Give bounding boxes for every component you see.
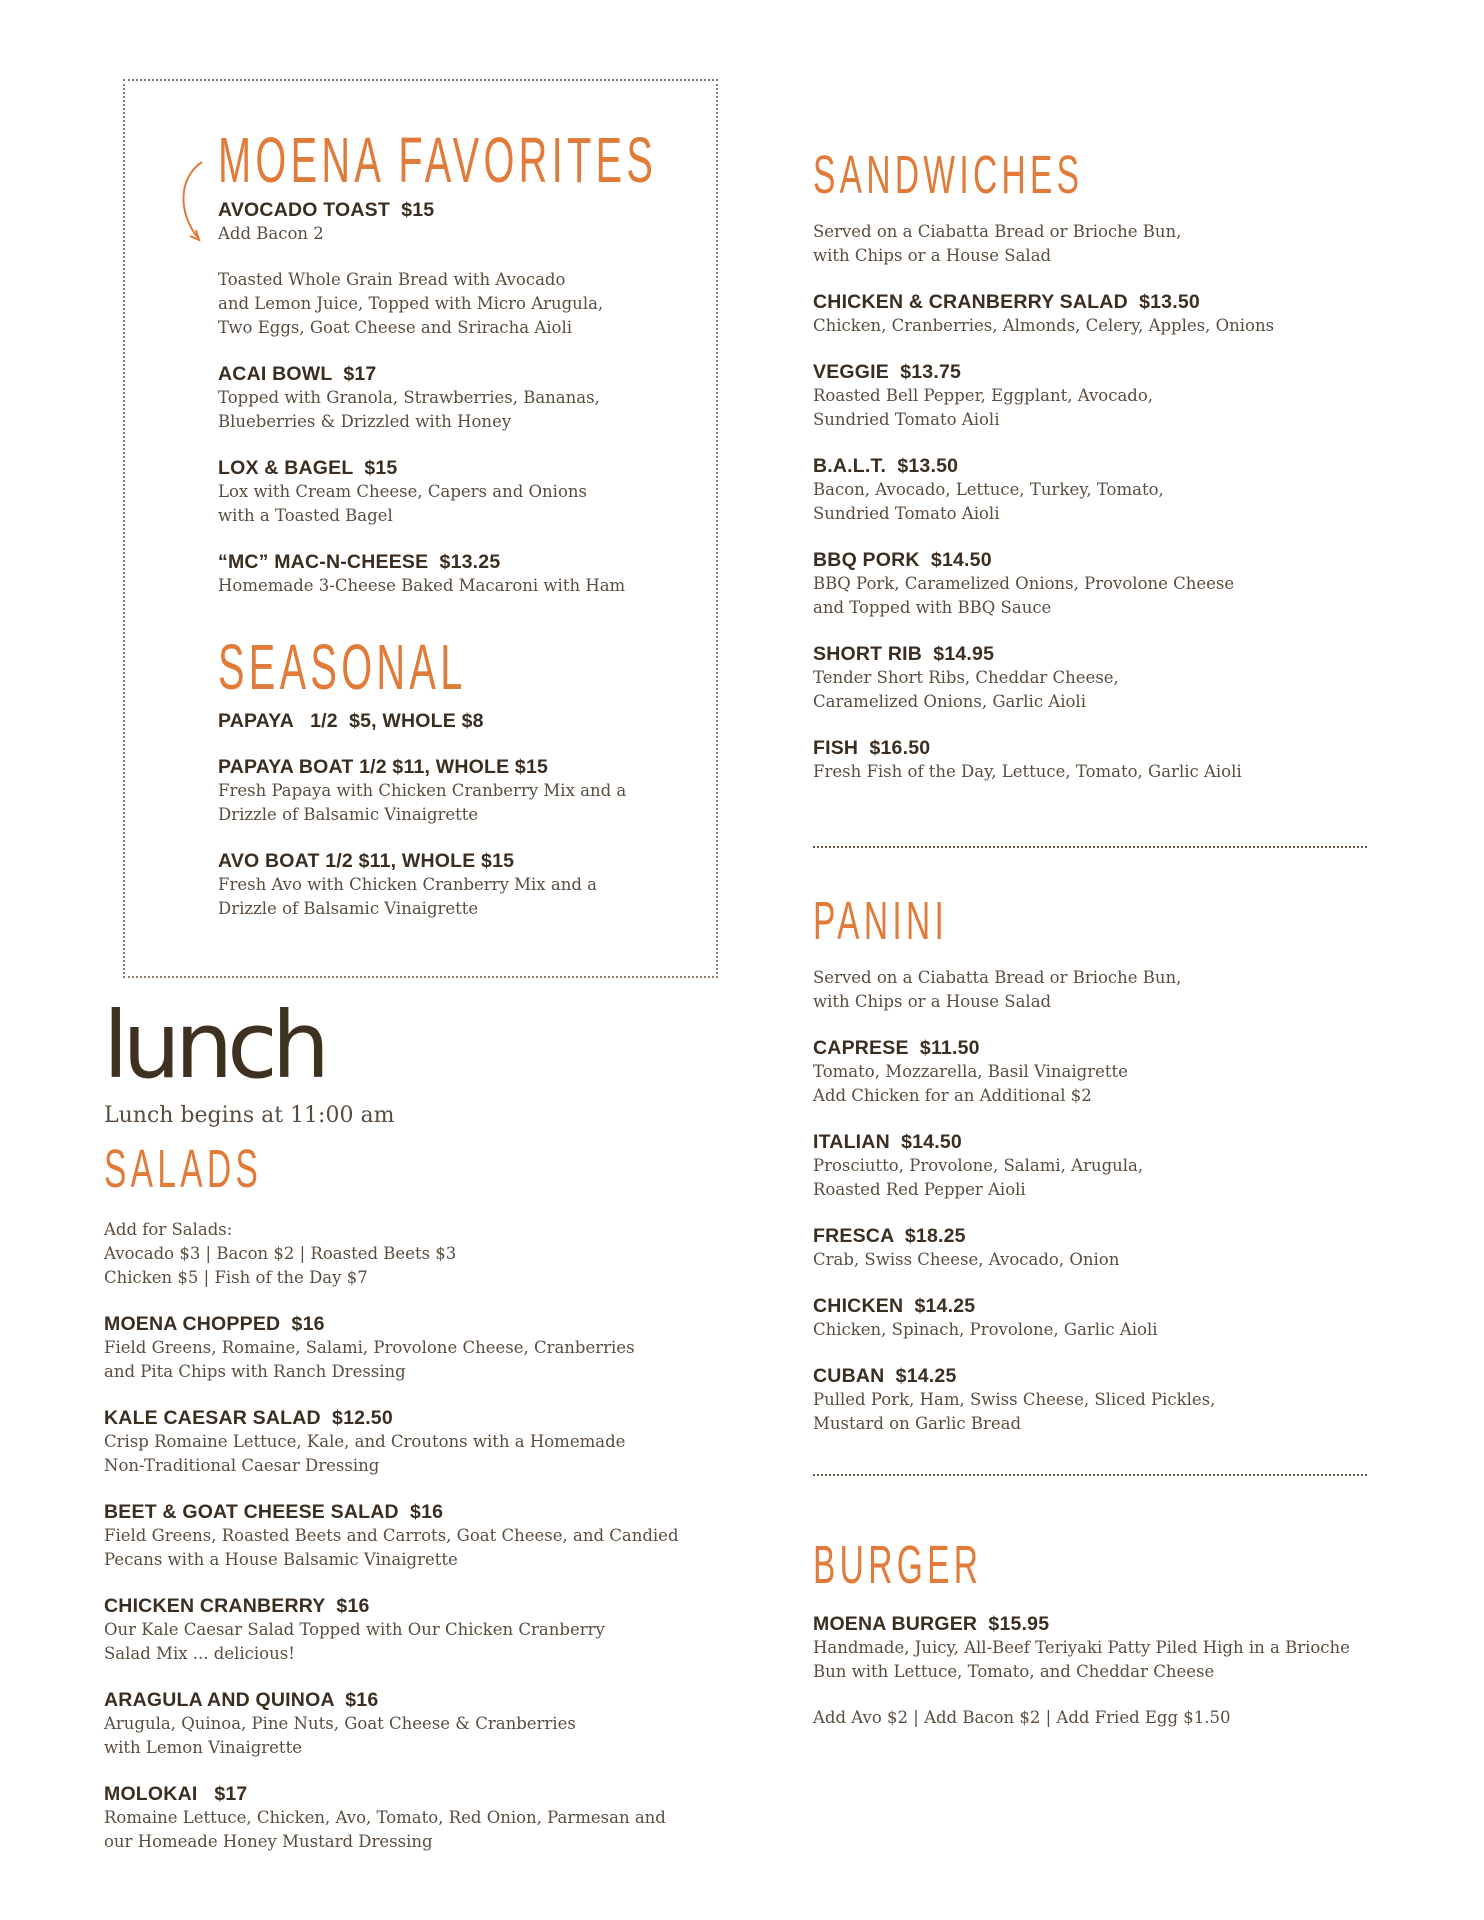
burger-list (813, 1612, 1373, 1684)
menu-item-name: CUBAN $14.25 (813, 1365, 957, 1387)
menu-item (218, 456, 718, 528)
salads-section (104, 1139, 724, 1854)
menu-item (218, 198, 718, 246)
menu-item-name: B.A.L.T. $13.50 (813, 455, 959, 477)
menu-item-description: Field Greens, Roasted Beets and Carrots, Goat Cheese, and Candied Pecans with a House Balsamic Vinaigrette (104, 1526, 679, 1569)
menu-item (813, 454, 1373, 526)
menu-item-name: SHORT RIB $14.95 (813, 643, 995, 665)
menu-item-name: CHICKEN $14.25 (813, 1295, 976, 1317)
menu-item (813, 1612, 1373, 1684)
burger-addons: Add Avo $2 | Add Bacon $2 | Add Fried Egg $1.50 (813, 1708, 1231, 1727)
menu-item-name: MOLOKAI $17 (104, 1783, 248, 1805)
sandwiches-list (813, 290, 1373, 784)
curved-arrow-icon (176, 158, 206, 248)
menu-item (104, 1312, 724, 1384)
panini-title: PANINI (813, 891, 949, 951)
seasonal-list (218, 709, 718, 921)
menu-item-description: Tender Short Ribs, Cheddar Cheese, Caramelized Onions, Garlic Aioli (813, 668, 1119, 711)
menu-item (218, 755, 718, 827)
menu-item (813, 1364, 1373, 1436)
sandwiches-section (813, 145, 1373, 784)
menu-item-name: AVOCADO TOAST $15 (218, 199, 435, 221)
menu-item-description: Toasted Whole Grain Bread with Avocado and Lemon Juice, Topped with Micro Arugula, Two Eggs, Goat Cheese and Sriracha Aioli (218, 270, 604, 337)
menu-item-description: Handmade, Juicy, All-Beef Teriyaki Patty Piled High in a Brioche Bun with Lettuce, Tomato, and Cheddar Cheese (813, 1638, 1350, 1681)
seasonal-title: SEASONAL (218, 631, 467, 703)
lunch-subheading: Lunch begins at 11:00 am (104, 1103, 395, 1128)
menu-item (813, 1294, 1373, 1342)
menu-item (813, 736, 1373, 784)
panini-section (813, 891, 1373, 1436)
menu-item (104, 1406, 724, 1478)
menu-item-name: ACAI BOWL $17 (218, 363, 377, 385)
menu-item (218, 709, 718, 733)
burger-title: BURGER (813, 1535, 983, 1595)
menu-item (104, 1782, 724, 1854)
menu-item (218, 849, 718, 921)
menu-item-description: Tomato, Mozzarella, Basil Vinaigrette Add Chicken for an Additional $2 (813, 1062, 1128, 1105)
menu-item-description: Crab, Swiss Cheese, Avocado, Onion (813, 1250, 1120, 1269)
menu-item-description: Add Bacon 2 (218, 224, 324, 243)
menu-item-description: Fresh Papaya with Chicken Cranberry Mix and a Drizzle of Balsamic Vinaigrette (218, 781, 627, 824)
menu-item (813, 360, 1373, 432)
menu-item-description: Bacon, Avocado, Lettuce, Turkey, Tomato, Sundried Tomato Aioli (813, 480, 1164, 523)
menu-item-name: VEGGIE $13.75 (813, 361, 962, 383)
menu-item-name: CHICKEN CRANBERRY $16 (104, 1595, 370, 1617)
menu-item-description: Prosciutto, Provolone, Salami, Arugula, Roasted Red Pepper Aioli (813, 1156, 1144, 1199)
menu-item-name: BEET & GOAT CHEESE SALAD $16 (104, 1501, 444, 1523)
menu-item-description: Fresh Fish of the Day, Lettuce, Tomato, Garlic Aioli (813, 762, 1242, 781)
menu-item-description: Homemade 3-Cheese Baked Macaroni with Ham (218, 576, 626, 595)
menu-item-name: LOX & BAGEL $15 (218, 457, 398, 479)
lunch-heading: lunch (103, 992, 325, 1099)
divider (813, 846, 1367, 848)
menu-item-name: BBQ PORK $14.50 (813, 549, 992, 571)
menu-item-description: Lox with Cream Cheese, Capers and Onions with a Toasted Bagel (218, 482, 587, 525)
menu-item-description: Fresh Avo with Chicken Cranberry Mix and a Drizzle of Balsamic Vinaigrette (218, 875, 597, 918)
menu-item-name: PAPAYA 1/2 $5, WHOLE $8 (218, 710, 484, 732)
menu-item-description: Chicken, Spinach, Provolone, Garlic Aioli (813, 1320, 1158, 1339)
menu-item-description: Crisp Romaine Lettuce, Kale, and Croutons with a Homemade Non-Traditional Caesar Dressing (104, 1432, 626, 1475)
menu-item (813, 1036, 1373, 1108)
menu-item (218, 550, 718, 598)
menu-item-name: “MC” MAC-N-CHEESE $13.25 (218, 551, 501, 573)
menu-item-description: Arugula, Quinoa, Pine Nuts, Goat Cheese & Cranberries with Lemon Vinaigrette (104, 1714, 576, 1757)
menu-item (218, 362, 718, 434)
favorites-section (218, 124, 718, 598)
menu-item (813, 642, 1373, 714)
menu-item (218, 268, 718, 340)
menu-item (813, 1130, 1373, 1202)
menu-item-description: Chicken, Cranberries, Almonds, Celery, Apples, Onions (813, 316, 1275, 335)
sandwiches-title: SANDWICHES (813, 145, 1084, 205)
menu-item (813, 290, 1373, 338)
sandwiches-intro: Served on a Ciabatta Bread or Brioche Bun, with Chips or a House Salad (813, 222, 1182, 265)
panini-intro: Served on a Ciabatta Bread or Brioche Bun, with Chips or a House Salad (813, 968, 1182, 1011)
menu-item-description: BBQ Pork, Caramelized Onions, Provolone Cheese and Topped with BBQ Sauce (813, 574, 1235, 617)
menu-item-description: Field Greens, Romaine, Salami, Provolone Cheese, Cranberries and Pita Chips with Ranch Dressing (104, 1338, 635, 1381)
burger-section (813, 1535, 1373, 1730)
menu-item-name: MOENA BURGER $15.95 (813, 1613, 1050, 1635)
menu-item (104, 1688, 724, 1760)
menu-item-description: Romaine Lettuce, Chicken, Avo, Tomato, Red Onion, Parmesan and our Homeade Honey Mustard Dressing (104, 1808, 666, 1851)
menu-item-name: FRESCA $18.25 (813, 1225, 966, 1247)
menu-item-name: FISH $16.50 (813, 737, 931, 759)
menu-item (104, 1500, 724, 1572)
menu-item-description: Topped with Granola, Strawberries, Bananas, Blueberries & Drizzled with Honey (218, 388, 600, 431)
menu-item-description: Our Kale Caesar Salad Topped with Our Chicken Cranberry Salad Mix ... delicious! (104, 1620, 605, 1663)
menu-item-name: PAPAYA BOAT 1/2 $11, WHOLE $15 (218, 756, 549, 778)
favorites-list (218, 198, 718, 598)
menu-item (813, 548, 1373, 620)
menu-item-name: ARAGULA AND QUINOA $16 (104, 1689, 379, 1711)
menu-item-name: KALE CAESAR SALAD $12.50 (104, 1407, 393, 1429)
seasonal-section (218, 631, 718, 921)
menu-item-name: ITALIAN $14.50 (813, 1131, 962, 1153)
salads-title: SALADS (104, 1139, 263, 1199)
menu-item (104, 1594, 724, 1666)
menu-item-description: Pulled Pork, Ham, Swiss Cheese, Sliced Pickles, Mustard on Garlic Bread (813, 1390, 1216, 1433)
salads-list (104, 1312, 724, 1854)
divider (813, 1474, 1367, 1476)
favorites-title: MOENA FAVORITES (218, 124, 658, 196)
menu-item-name: CAPRESE $11.50 (813, 1037, 980, 1059)
menu-item-description: Roasted Bell Pepper, Eggplant, Avocado, Sundried Tomato Aioli (813, 386, 1154, 429)
menu-item-name: MOENA CHOPPED $16 (104, 1313, 325, 1335)
menu-item-name: AVO BOAT 1/2 $11, WHOLE $15 (218, 850, 515, 872)
salads-addons: Add for Salads: Avocado $3 | Bacon $2 | Roasted Beets $3 Chicken $5 | Fish of the Day $7 (104, 1220, 457, 1287)
panini-list (813, 1036, 1373, 1436)
menu-item-name: CHICKEN & CRANBERRY SALAD $13.50 (813, 291, 1200, 313)
menu-item (813, 1224, 1373, 1272)
